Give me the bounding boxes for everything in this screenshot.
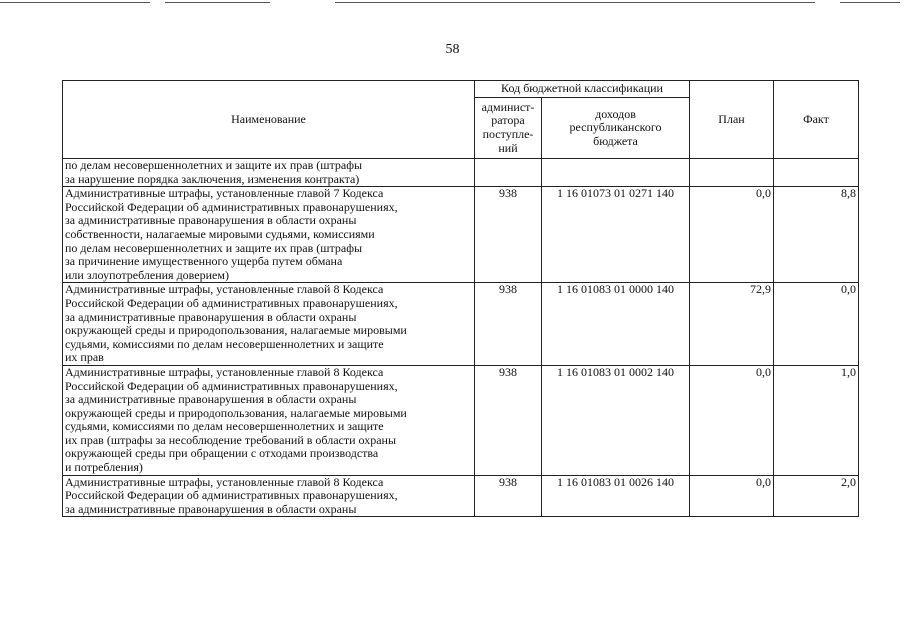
- header-code-group: Код бюджетной классификации: [475, 81, 690, 98]
- row-fact: 2,0: [774, 475, 859, 517]
- header-plan: План: [690, 81, 774, 159]
- row-plan: 0,0: [690, 475, 774, 517]
- row-name: Административные штрафы, установленные главой 8 Кодекса Российской Федерации об административных правонарушениях, за административные правонарушения в области охраны: [63, 475, 475, 517]
- scan-edge-line: [165, 2, 270, 3]
- header-name: Наименование: [63, 81, 475, 159]
- row-fact: 0,0: [774, 283, 859, 366]
- scan-edge-line: [335, 2, 815, 3]
- row-name: Административные штрафы, установленные главой 8 Кодекса Российской Федерации об административных правонарушениях, за административные правонарушения в области охраны окружающей среды и природопользования, налагаемые мировыми судьями, комиссиями по делам несовершеннолетних и защите их прав (штрафы за несоблюдение требований в области охраны окружающей среды при обращении с отходами производства и потребления): [63, 365, 475, 475]
- row-plan: 0,0: [690, 365, 774, 475]
- budget-table: [62, 80, 859, 517]
- page-number: 58: [445, 42, 460, 57]
- row-plan: 0,0: [690, 187, 774, 283]
- row-name: Административные штрафы, установленные главой 8 Кодекса Российской Федерации об административных правонарушениях, за административные правонарушения в области охраны окружающей среды и природопользования, налагаемые мировыми судьями, комиссиями по делам несовершеннолетних и защите их прав: [63, 283, 475, 366]
- table-row: [63, 283, 859, 366]
- row-budget-code: 1 16 01083 01 0002 140: [542, 365, 690, 475]
- scan-edge-line: [0, 2, 150, 3]
- scan-edge-line: [840, 2, 900, 3]
- row-admin-code: 938: [475, 365, 542, 475]
- table-row: [63, 365, 859, 475]
- table-row: [63, 187, 859, 283]
- row-admin-code: [475, 159, 542, 187]
- row-budget-code: 1 16 01073 01 0271 140: [542, 187, 690, 283]
- row-plan: 72,9: [690, 283, 774, 366]
- header-revenue: доходов республиканского бюджета: [542, 98, 690, 159]
- table-row: [63, 159, 859, 187]
- row-fact: 8,8: [774, 187, 859, 283]
- table-row: [63, 475, 859, 517]
- row-plan: [690, 159, 774, 187]
- row-admin-code: 938: [475, 475, 542, 517]
- row-admin-code: 938: [475, 283, 542, 366]
- row-name: по делам несовершеннолетних и защите их прав (штрафы за нарушение порядка заключения, изменения контракта): [63, 159, 475, 187]
- header-fact: Факт: [774, 81, 859, 159]
- row-budget-code: 1 16 01083 01 0026 140: [542, 475, 690, 517]
- row-fact: 1,0: [774, 365, 859, 475]
- header-admin: админист- ратора поступле- ний: [475, 98, 542, 159]
- row-budget-code: 1 16 01083 01 0000 140: [542, 283, 690, 366]
- row-name: Административные штрафы, установленные главой 7 Кодекса Российской Федерации об административных правонарушениях, за административные правонарушения в области охраны собственности, налагаемые мировыми судьями, комиссиями по делам несовершеннолетних и защите их прав (штрафы за причинение имущественного ущерба путем обмана или злоупотребления доверием): [63, 187, 475, 283]
- row-fact: [774, 159, 859, 187]
- row-budget-code: [542, 159, 690, 187]
- row-admin-code: 938: [475, 187, 542, 283]
